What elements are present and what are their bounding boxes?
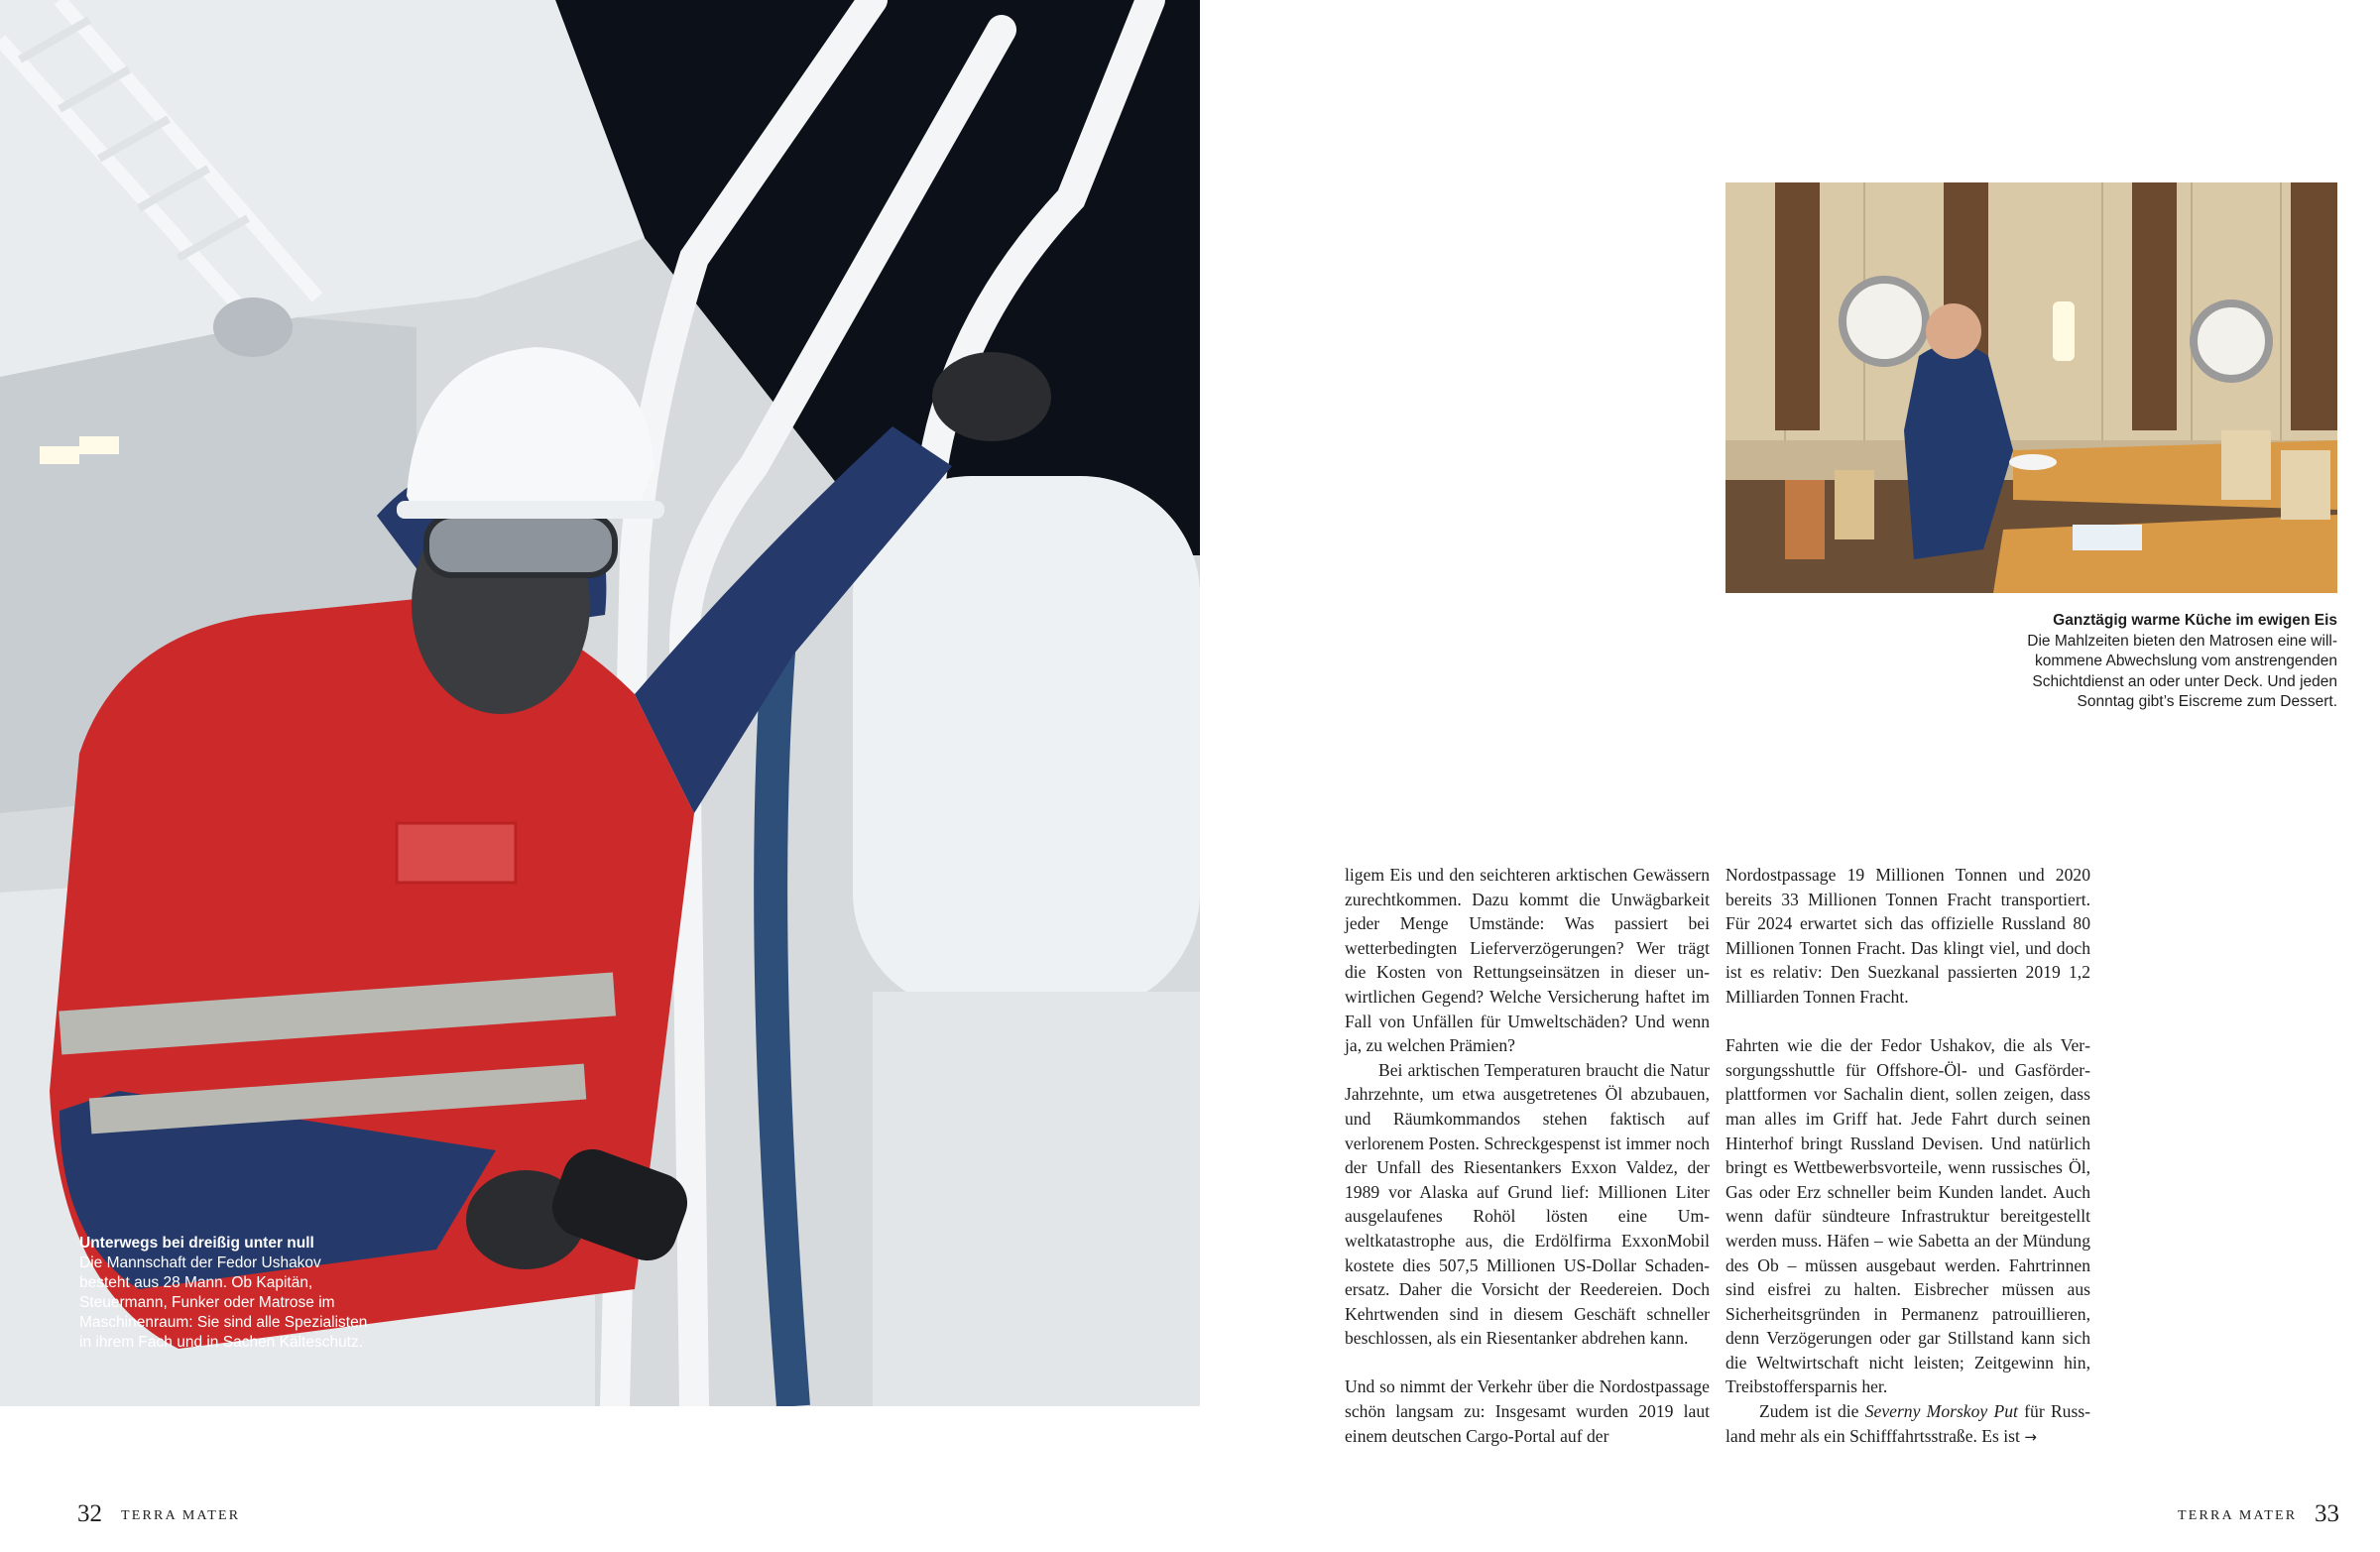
paragraph-start: Zudem ist die — [1759, 1401, 1859, 1422]
left-caption-line: Maschinenraum: Sie sind alle Spezialisten — [79, 1314, 368, 1331]
paragraph — [1726, 1399, 2090, 1449]
body-text-column-2 — [1726, 863, 2090, 1449]
right-photo-caption — [1964, 611, 2337, 713]
left-caption-title: Unterwegs bei dreißig unter null — [79, 1235, 314, 1252]
body-text-column-1 — [1345, 863, 1710, 1448]
left-caption-line: in ihrem Fach und in Sachen Kälteschutz. — [79, 1334, 364, 1351]
page-number-left: 32 — [77, 1500, 102, 1527]
right-caption-title: Ganztägig warme Küche im ewigen Eis — [2053, 612, 2337, 629]
left-caption-line: Die Mannschaft der Fedor Ushakov — [79, 1254, 321, 1271]
right-caption-line: kommene Abwechslung vom anstrengenden — [2034, 653, 2337, 669]
continue-arrow-icon: → — [2024, 1427, 2037, 1446]
paragraph: Nordostpassage 19 Millionen Tonnen und 2020 bereits 33 Millionen Tonnen Fracht transportiert. Für 2024 erwartet sich das offizielle Russland 80 Millionen Tonnen Fracht. Das klingt viel, und doch ist es relativ: Den Suezkanal passierten 2019 1,2 Milliarden Tonnen Fracht. — [1726, 865, 2090, 1007]
left-caption-line: besteht aus 28 Mann. Ob Kapitän, — [79, 1274, 313, 1291]
paragraph: Fahrten wie die der Fedor Ushakov, die als Versorgungsshuttle für Offshore-Öl- und Gasförderplattformen vor Sachalin dient, sollen zeigen, dass man alles im Griff hat. Jede Fahrt durch seinen Hinterhof bringt Russland Devisen. Und natürlich bringt es Wettbewerbsvorteile, wenn russisches Öl, Gas oder Erz schneller beim Kunden landet. Auch wenn dafür sündteure Infrastruktur bereitgestellt werden muss. Häfen – wie Sabetta an der Mündung des Ob – müssen ausgebaut werden. Fahrtrinnen sind eisfrei zu halten. Eisbrecher müssen aus Sicherheitsgründen in Permanenz patrouillieren, denn Verzögerungen oder gar Stillstand kann sich die Weltwirtschaft nicht leisten; Zeitgewinn hin, Treibstoffersparnis her. — [1726, 1035, 2090, 1397]
paragraph-end: für Russland mehr als ein Schifffahrtsstraße. Es ist — [1726, 1401, 2091, 1446]
left-photo-caption — [79, 1234, 377, 1353]
paragraph: Bei arktischen Temperaturen braucht die Natur Jahrzehnte, um etwa ausgetretenes Öl abzubauen, und Räumkommandos stehen faktisch auf verlorenem Posten. Schreckgespenst ist immer noch der Unfall des Riesentankers Exxon Valdez, der 1989 vor Alaska auf Grund lief: Millionen Liter ausgelaufenes Rohöl lösten eine Umweltkatastrophe aus, die Erdölfirma ExxonMobil kostete dies 507,5 Millionen US-Dollar Schadenersatz. Daher die Vorsicht der Reedereien. Doch Kehrtwenden sind in diesem Geschäft schneller beschlossen, als ein Riesentanker abdrehen kann. — [1345, 1059, 1710, 1349]
left-caption-line: Steuermann, Funker oder Matrose im — [79, 1294, 335, 1311]
page-number-right: 33 — [2315, 1500, 2339, 1527]
galley-illustration — [1726, 182, 2337, 593]
paragraph: ligem Eis und den seichteren arktischen Gewässern zurechtkommen. Dazu kommt die Unwägbarkeit jeder Menge Umstände: Was passiert bei wetterbedingten Lieferverzögerungen? Wer trägt die Kosten von Rettungseinsätzen in dieser unwirtlichen Gegend? Welche Versicherung haftet im Fall von Unfällen für Umweltschäden? Und wenn ja, zu welchen Prämien? — [1345, 865, 1710, 1056]
right-caption-line: Die Mahlzeiten bieten den Matrosen eine will- — [2027, 632, 2337, 650]
ship-galley-photo — [1726, 182, 2337, 593]
crew-member-icy-deck-photo — [0, 0, 1200, 1406]
paragraph: Und so nimmt der Verkehr über die Nordostpassage schön langsam zu: Insgesamt wurden 2019 laut einem deutschen Cargo-Portal auf der — [1345, 1376, 1710, 1446]
photo-illustration — [0, 0, 1200, 1406]
italic-route-name: Severny Morskoy Put — [1864, 1401, 2018, 1422]
right-caption-line: Sonntag gibt’s Eiscreme zum Dessert. — [2077, 693, 2337, 710]
magazine-name-left: TERRA MATER — [121, 1508, 241, 1523]
magazine-name-right: TERRA MATER — [2178, 1508, 2298, 1523]
right-caption-line: Schichtdienst an oder unter Deck. Und jeden — [2032, 672, 2337, 690]
